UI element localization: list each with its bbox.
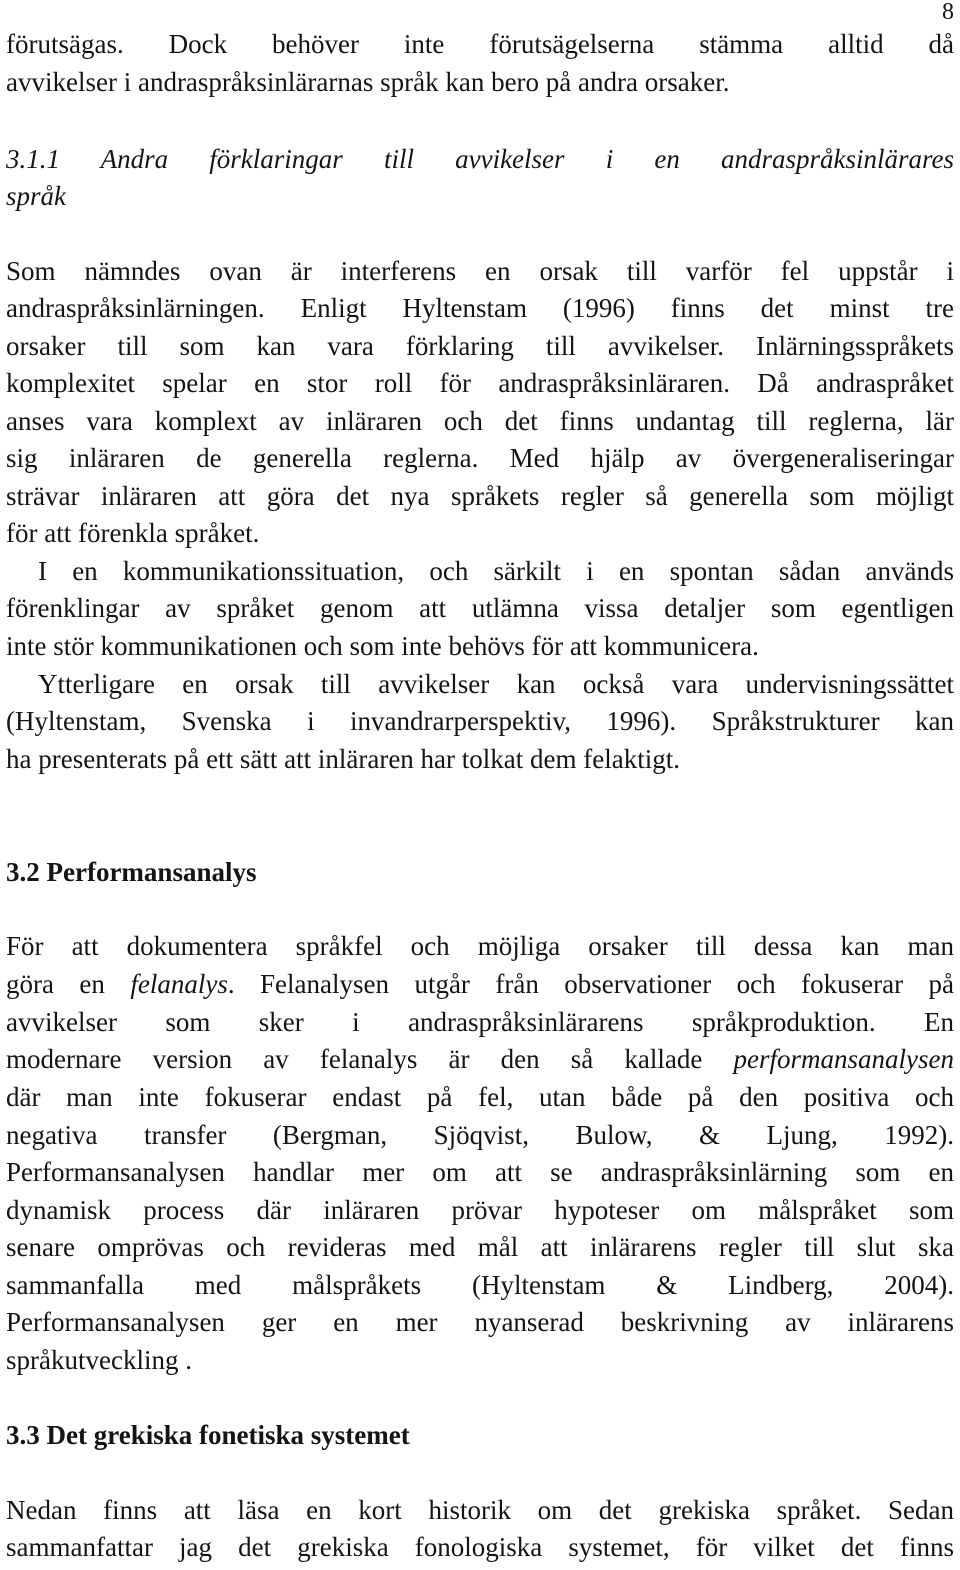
text-line: dynamisk process där inläraren prövar hypoteser om målspråket som	[6, 1195, 954, 1225]
text-line: för att förenkla språket.	[6, 518, 260, 548]
text-line: där man inte fokuserar endast på fel, utan både på den positiva och	[6, 1082, 954, 1112]
text-segment: modernare version av felanalys är den så kallade	[6, 1044, 734, 1074]
text-line: negativa transfer (Bergman, Sjöqvist, Bulow, & Ljung, 1992).	[6, 1120, 954, 1150]
text-line	[6, 968, 954, 1000]
section-heading-3-3: 3.3 Det grekiska fonetiska systemet	[6, 1420, 410, 1450]
text-line: strävar inläraren att göra det nya språkets regler så generella som möjligt	[6, 481, 954, 511]
section-heading-3-2: 3.2 Performansanalys	[6, 857, 257, 887]
text-line: Performansanalysen handlar mer om att se andraspråksinlärning som en	[6, 1157, 954, 1187]
text-line: Som nämndes ovan är interferens en orsak till varför fel uppstår i	[6, 256, 954, 286]
text-line: förenklingar av språket genom att utlämna vissa detaljer som egentligen	[6, 593, 954, 623]
text-line: komplexitet spelar en stor roll för andraspråksinläraren. Då andraspråket	[6, 368, 954, 398]
text-line: Performansanalysen ger en mer nyanserad beskrivning av inlärarens	[6, 1307, 954, 1337]
section-heading-3-1-1-cont: språk	[6, 181, 66, 211]
text-line: Nedan finns att läsa en kort historik om det grekiska språket. Sedan	[6, 1495, 954, 1525]
text-line: sammanfattar jag det grekiska fonologiska systemet, för vilket det finns	[6, 1532, 954, 1562]
text-line: inte stör kommunikationen och som inte behövs för att kommunicera.	[6, 631, 759, 661]
text-line: Ytterligare en orsak till avvikelser kan också vara undervisningssättet	[38, 669, 954, 699]
text-line: andraspråksinlärningen. Enligt Hyltenstam (1996) finns det minst tre	[6, 293, 954, 323]
text-line: ha presenterats på ett sätt att inläraren har tolkat dem felaktigt.	[6, 744, 680, 774]
term-felanalys: felanalys	[130, 969, 228, 999]
text-line: För att dokumentera språkfel och möjliga orsaker till dessa kan man	[6, 931, 954, 961]
section-heading-3-1-1: 3.1.1 Andra förklaringar till avvikelser i en andraspråksinlärares	[6, 144, 954, 174]
text-line: anses vara komplext av inläraren och det finns undantag till reglerna, lär	[6, 406, 954, 436]
text-line: språkutveckling .	[6, 1345, 192, 1375]
text-segment: göra en	[6, 969, 131, 999]
text-line	[6, 1043, 954, 1075]
text-line: förutsägas. Dock behöver inte förutsägelserna stämma alltid då	[6, 29, 954, 59]
text-line: (Hyltenstam, Svenska i invandrarperspektiv, 1996). Språkstrukturer kan	[6, 706, 954, 736]
text-line: senare omprövas och revideras med mål att inlärarens regler till slut ska	[6, 1232, 954, 1262]
text-line: avvikelser i andraspråksinlärarnas språk kan bero på andra orsaker.	[6, 67, 730, 97]
text-line: avvikelser som sker i andraspråksinlärarens språkproduktion. En	[6, 1007, 954, 1037]
text-line: orsaker till som kan vara förklaring till avvikelser. Inlärningsspråkets	[6, 331, 954, 361]
page-number: 8	[942, 0, 954, 25]
term-performansanalysen: performansanalysen	[733, 1044, 954, 1074]
text-line: I en kommunikationssituation, och särkilt i en spontan sådan används	[38, 556, 954, 586]
text-segment: . Felanalysen utgår från observationer och fokuserar på	[227, 969, 954, 999]
text-line: sammanfalla med målspråkets (Hyltenstam & Lindberg, 2004).	[6, 1270, 954, 1300]
text-line: sig inläraren de generella reglerna. Med hjälp av övergeneraliseringar	[6, 443, 954, 473]
